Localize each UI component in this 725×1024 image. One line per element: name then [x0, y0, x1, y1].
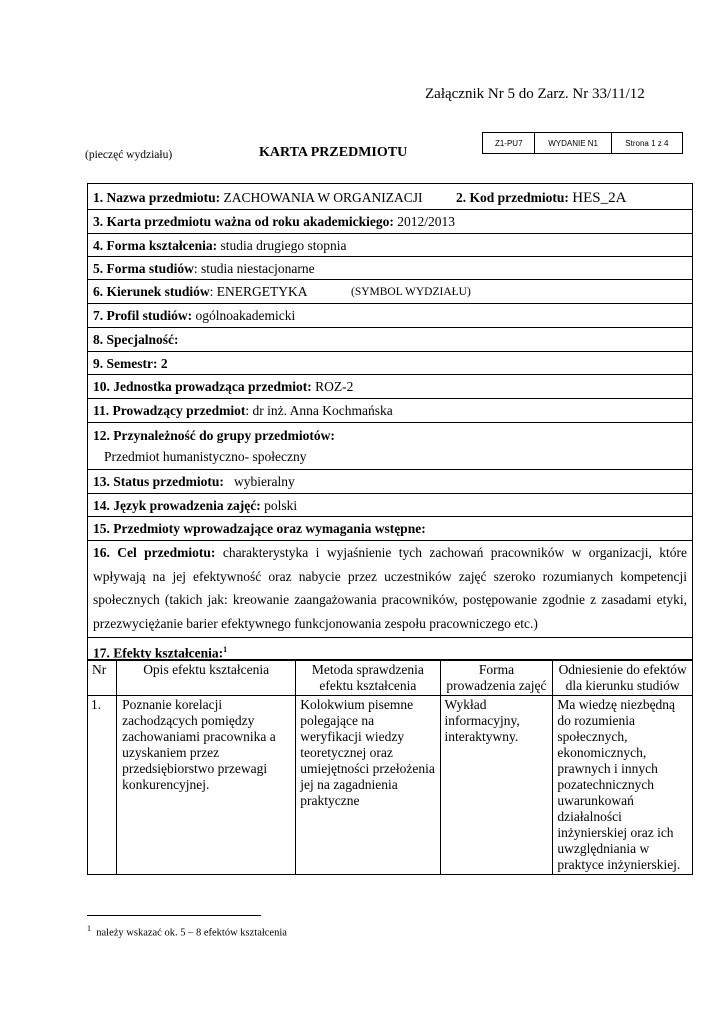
- study-form-value: : studia niestacjonarne: [193, 261, 315, 276]
- group-label: 12. Przynależność do grupy przedmiotów:: [93, 428, 335, 443]
- prerequisites-label: 15. Przedmioty wprowadzające oraz wymagania wstępne:: [93, 521, 426, 536]
- course-code-value: HES_2A: [572, 190, 627, 206]
- course-goal-label: 16. Cel przedmiotu:: [93, 545, 216, 560]
- table-row: [88, 696, 693, 875]
- education-form-label: 4. Forma kształcenia:: [93, 238, 218, 253]
- course-code-label: 2. Kod przedmiotu:: [456, 190, 569, 205]
- specialty-label: 8. Specjalność:: [93, 332, 179, 347]
- row-semester: [87, 352, 693, 375]
- row-education-form: [87, 234, 693, 257]
- effects-footnote-mark: 1: [223, 645, 228, 654]
- valid-from-label: 3. Karta przedmiotu ważna od roku akademickiego:: [93, 214, 394, 229]
- footnote-text: należy wskazać ok. 5 – 8 efektów kształcenia: [96, 927, 287, 939]
- annex-reference: Załącznik Nr 5 do Zarz. Nr 33/11/12: [425, 86, 645, 102]
- course-name-value: ZACHOWANIA W ORGANIZACJI: [223, 190, 423, 205]
- row-specialty: [87, 328, 693, 352]
- effects-table: [87, 660, 693, 875]
- footnote-divider: [87, 915, 261, 916]
- row-course-goal: [87, 541, 693, 638]
- cell-form: Wykład informacyjny, interaktywny.: [440, 696, 553, 875]
- page-title: KARTA PRZEDMIOTU: [259, 145, 408, 160]
- cell-method: Kolokwium pisemne polegające na weryfikacji wiedzy teoretycznej oraz umiejętności przełożenia jej na zagadnienia praktyczne: [296, 696, 440, 875]
- effects-label: 17. Efekty kształcenia:: [93, 645, 224, 661]
- profile-value: ogólnoakademicki: [195, 308, 296, 323]
- education-form-value: studia drugiego stopnia: [220, 238, 347, 253]
- status-label: 13. Status przedmiotu:: [93, 474, 224, 489]
- direction-value: : ENERGETYKA: [209, 284, 308, 299]
- header-box: [482, 132, 683, 154]
- row-group: [87, 423, 693, 470]
- cell-description: Poznanie korelacji zachodzących pomiędzy zachowaniami pracownika a uzyskaniem przez przedsiębiorstwo przewagi konkurencyjnej.: [117, 696, 296, 875]
- header-description: Opis efektu kształcenia: [117, 661, 296, 696]
- header-reference: Odniesienie do efektów dla kierunku studiów: [553, 661, 693, 696]
- row-unit: [87, 375, 693, 399]
- row-effects: [87, 638, 693, 660]
- row-study-form: [87, 257, 693, 280]
- faculty-seal-label: (pieczęć wydziału): [85, 149, 173, 161]
- semester-label: 9. Semestr: 2: [93, 356, 168, 371]
- row-lecturer: [87, 399, 693, 423]
- footnote-number: 1: [87, 924, 91, 933]
- unit-label: 10. Jednostka prowadząca przedmiot:: [93, 379, 312, 394]
- row-direction: [87, 280, 693, 304]
- course-goal-value: charakterystyka i wyjaśnienie tych zachowań pracowników w organizacji, które wpływają na jej efektywność oraz nabycie przez uczestników zajęć szeroko rozumianych kompetencji społecznych (takich jak: kreowanie zaangażowania pracowników, postępowanie zgodnie z zasadami etyki, przezwyciężanie barier efektywnego funkcjonowania zespołu pracowniczego etc.): [93, 545, 688, 631]
- group-value: Przedmiot humanistyczno- społeczny: [104, 449, 307, 464]
- footnote: [87, 924, 287, 939]
- row-course-name: [87, 183, 693, 210]
- lecturer-label: 11. Prowadzący przedmiot: [93, 403, 246, 418]
- profile-label: 7. Profil studiów:: [93, 308, 193, 323]
- header-nr: Nr: [88, 661, 117, 696]
- valid-from-value: 2012/2013: [397, 214, 456, 229]
- header-method: Metoda sprawdzenia efektu kształcenia: [296, 661, 440, 696]
- cell-reference: Ma wiedzę niezbędną do rozumienia społecznych, ekonomicznych, prawnych i innych pozatechnicznych uwarunkowań działalności inżynierskiej oraz ich uwzględniania w praktyce inżynierskiej.: [553, 696, 693, 875]
- cell-nr: 1.: [88, 696, 117, 875]
- page-indicator: Strona 1 z 4: [625, 138, 669, 148]
- form-code: Z1-PU7: [483, 133, 535, 153]
- faculty-symbol: (SYMBOL WYDZIAŁU): [351, 286, 471, 298]
- language-value: polski: [264, 498, 298, 513]
- row-prerequisites: [87, 517, 693, 541]
- row-profile: [87, 304, 693, 328]
- row-valid-from: [87, 210, 693, 234]
- language-label: 14. Język prowadzenia zajęć:: [93, 498, 261, 513]
- edition: WYDANIE N1: [535, 133, 611, 153]
- row-language: [87, 494, 693, 517]
- header-form: Forma prowadzenia zajęć: [440, 661, 553, 696]
- status-value: wybieralny: [234, 474, 295, 489]
- direction-label: 6. Kierunek studiów: [93, 284, 210, 299]
- study-form-label: 5. Forma studiów: [93, 261, 194, 276]
- row-status: [87, 470, 693, 494]
- lecturer-value: : dr inż. Anna Kochmańska: [245, 403, 393, 418]
- effects-header-row: [88, 661, 693, 696]
- course-name-label: 1. Nazwa przedmiotu:: [93, 190, 221, 205]
- unit-value: ROZ-2: [315, 379, 354, 394]
- course-card: [87, 183, 693, 875]
